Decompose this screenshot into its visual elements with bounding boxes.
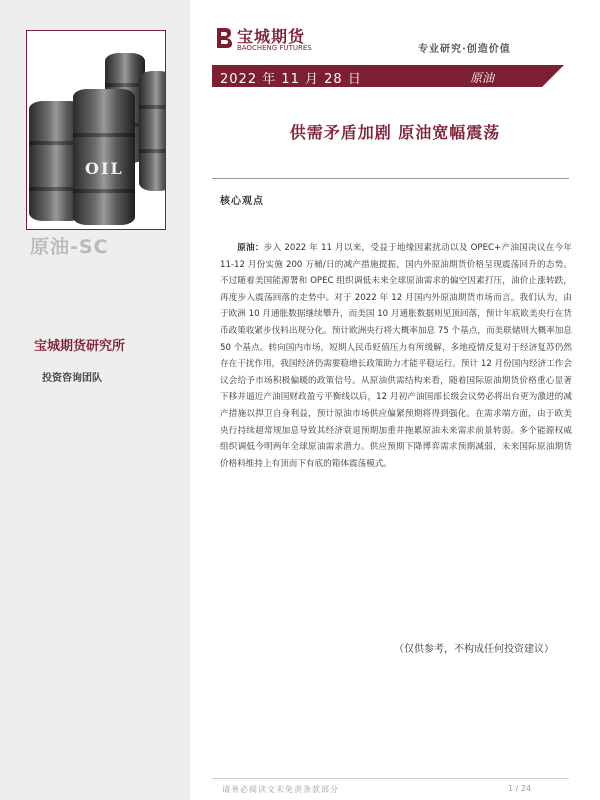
- slogan: 专业研究·创造价值: [418, 44, 511, 55]
- core-view-paragraph: [220, 240, 572, 472]
- divider: [212, 178, 569, 179]
- report-headline: 供需矛盾加剧 原油宽幅震荡: [289, 123, 501, 142]
- paragraph-lead: 原油：: [237, 243, 264, 253]
- oil-barrels-photo: [26, 30, 166, 230]
- footer-note: 请务必阅读文末免责条款部分: [222, 785, 339, 794]
- sidebar: [0, 0, 190, 800]
- institute-name: 宝城期货研究所: [34, 339, 126, 354]
- page-number: 1 / 24: [508, 784, 532, 793]
- date-banner-tail: [542, 65, 564, 87]
- report-date: 2022 年 11 月 28 日: [220, 72, 362, 87]
- footer-divider: [212, 778, 569, 779]
- barrel-label: OIL: [85, 159, 124, 178]
- logo-mark-icon: [215, 26, 233, 50]
- logo-text-cn: 宝城期货: [237, 27, 306, 46]
- logo-text-en: BAOCHENG FUTURES: [237, 44, 312, 52]
- section-label: 核心观点: [220, 196, 264, 207]
- paragraph-body: 步入 2022 年 11 月以来，受益于地缘因素扰动以及 OPEC+产油国决议在今年 11-12 月份实施 200 万桶/日的减产措施提振，国内外原油期货价格呈现震荡回升的态势。不过随着美国能源署和 OPEC 组织调低未来全球原油需求的偏空因素打压，油价止涨转跌，再度步入震荡回落的走势中。对于 2022 年 12 月国内外原油期货市场而言。我们认为，由于欧洲 10 月通胀数据继续攀升，而美国 10 月通胀数据则见顶回落，预计年底欧美央行在货币政策收紧步伐料出现分化。预计欧洲央行将大概率加息 75 个基点，而美联储则大概率加息 50 个基点。转向国内市场，短期人民币贬值压力有所缓解，多地疫情反复对于经济复苏仍然存在干扰作用，我国经济仍需要稳增长政策助力才能平稳运行。预计 12 月份国内经济工作会议会给予市场积极偏暖的政策信号。从原油供需结构来看，随着国际原油期货价格重心显著下移并逼近产油国财政盈亏平衡线以后，12 月初产油国部长级会议势必将出台更为激进的减产措施以捍卫自身利益，预计原油市场供应偏紧预期将得到强化。在需求端方面，由于欧美央行持续超常规加息导致其经济衰退预期加重并拖累原油未来需求前景转弱。多个能源权威组织调低今明两年全球原油需求潜力。供应预期下降博弈需求预期减弱，未来国际原油期货价格料维持上有顶而下有底的箱体震荡模式。: [220, 243, 572, 469]
- disclaimer: （仅供参考，不构成任何投资建议）: [394, 644, 554, 655]
- company-logo: [215, 24, 325, 56]
- team-name: 投资咨询团队: [42, 373, 102, 384]
- report-category: 原油: [470, 71, 495, 85]
- commodity-title: 原油-SC: [30, 236, 109, 258]
